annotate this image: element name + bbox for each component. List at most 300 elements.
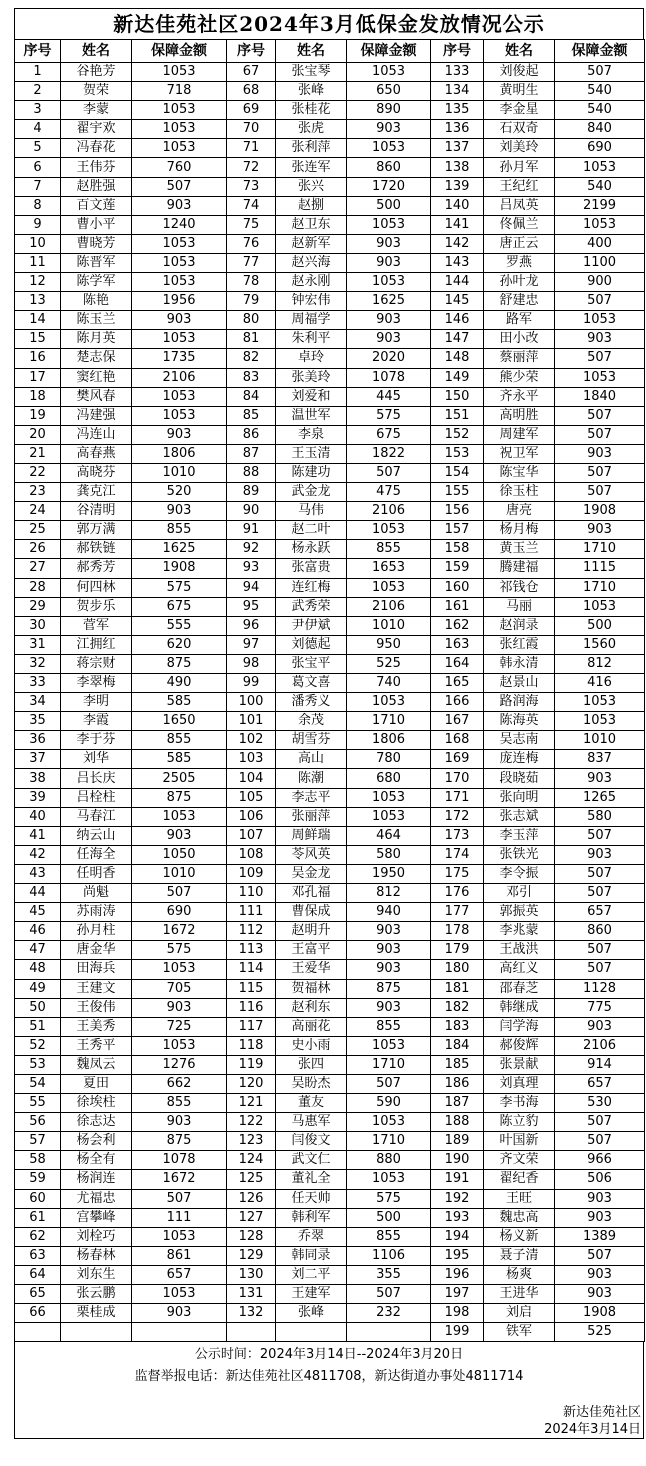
name-cell: 冯建强 (61, 406, 132, 425)
name-cell: 王美秀 (61, 1017, 132, 1036)
table-row (15, 788, 645, 807)
index-cell: 118 (227, 1036, 276, 1055)
amount-cell: 1106 (347, 1246, 431, 1265)
amount-cell: 2505 (132, 769, 227, 788)
index-cell (15, 1323, 61, 1342)
amount-cell: 860 (555, 922, 645, 941)
index-cell: 80 (227, 311, 276, 330)
index-cell: 98 (227, 654, 276, 673)
name-cell: 韩利军 (276, 1208, 347, 1227)
amount-cell: 1078 (347, 368, 431, 387)
name-cell: 张利萍 (276, 139, 347, 158)
index-cell: 32 (15, 654, 61, 673)
amount-cell: 507 (132, 884, 227, 903)
amount-cell: 875 (132, 788, 227, 807)
index-cell: 101 (227, 712, 276, 731)
name-cell: 卓玲 (276, 349, 347, 368)
table-row (15, 1017, 645, 1036)
index-cell: 33 (15, 674, 61, 693)
index-cell: 93 (227, 559, 276, 578)
index-cell: 41 (15, 826, 61, 845)
amount-cell: 1625 (347, 292, 431, 311)
index-cell: 22 (15, 463, 61, 482)
index-cell: 34 (15, 693, 61, 712)
index-cell: 72 (227, 158, 276, 177)
index-cell: 69 (227, 101, 276, 120)
name-cell: 樊风春 (61, 387, 132, 406)
amount-cell: 1053 (132, 960, 227, 979)
name-cell: 王旺 (484, 1189, 555, 1208)
table-row (15, 979, 645, 998)
name-cell: 任明香 (61, 864, 132, 883)
index-cell: 192 (431, 1189, 484, 1208)
table-row (15, 253, 645, 272)
index-cell: 89 (227, 483, 276, 502)
col-header-amount: 保障金额 (555, 40, 645, 63)
name-cell: 张宝平 (276, 654, 347, 673)
amount-cell: 507 (555, 1132, 645, 1151)
name-cell: 高山 (276, 750, 347, 769)
name-cell: 赵新军 (276, 234, 347, 253)
amount-cell: 855 (132, 731, 227, 750)
index-cell: 26 (15, 540, 61, 559)
amount-cell: 900 (555, 273, 645, 292)
amount-cell: 903 (132, 425, 227, 444)
index-cell: 132 (227, 1304, 276, 1323)
index-cell: 107 (227, 826, 276, 845)
name-cell: 任天帅 (276, 1189, 347, 1208)
name-cell: 尤福忠 (61, 1189, 132, 1208)
amount-cell: 740 (347, 674, 431, 693)
index-cell: 36 (15, 731, 61, 750)
name-cell: 窦红艳 (61, 368, 132, 387)
table-row (15, 1055, 645, 1074)
amount-cell: 1908 (132, 559, 227, 578)
amount-cell: 775 (555, 998, 645, 1017)
name-cell: 王纪红 (484, 177, 555, 196)
amount-cell: 903 (555, 1208, 645, 1227)
amount-cell: 1806 (347, 731, 431, 750)
name-cell: 谷清明 (61, 502, 132, 521)
amount-cell: 903 (555, 769, 645, 788)
name-cell: 高春燕 (61, 444, 132, 463)
name-cell: 贺福林 (276, 979, 347, 998)
name-cell: 张峰 (276, 1304, 347, 1323)
col-header-name: 姓名 (484, 40, 555, 63)
name-cell: 赵二叶 (276, 521, 347, 540)
index-cell: 52 (15, 1036, 61, 1055)
name-cell: 刘华 (61, 750, 132, 769)
table-row (15, 769, 645, 788)
name-cell: 杨永跃 (276, 540, 347, 559)
name-cell: 陈艳 (61, 292, 132, 311)
name-cell: 李兆蒙 (484, 922, 555, 941)
amount-cell: 662 (132, 1074, 227, 1093)
index-cell: 58 (15, 1151, 61, 1170)
table-row (15, 616, 645, 635)
index-cell: 153 (431, 444, 484, 463)
name-cell: 王建文 (61, 979, 132, 998)
name-cell: 高明胜 (484, 406, 555, 425)
amount-cell: 903 (347, 311, 431, 330)
amount-cell: 812 (555, 654, 645, 673)
index-cell: 16 (15, 349, 61, 368)
amount-cell: 1053 (347, 1113, 431, 1132)
name-cell: 郝俊辉 (484, 1036, 555, 1055)
name-cell: 武金龙 (276, 483, 347, 502)
index-cell: 45 (15, 903, 61, 922)
table-row (15, 63, 645, 82)
table-row (15, 922, 645, 941)
amount-cell: 506 (555, 1170, 645, 1189)
name-cell: 杨会利 (61, 1132, 132, 1151)
amount-cell: 1053 (347, 521, 431, 540)
name-cell (61, 1323, 132, 1342)
table-row (15, 1170, 645, 1189)
name-cell: 贺荣 (61, 82, 132, 101)
index-cell: 62 (15, 1227, 61, 1246)
index-cell: 193 (431, 1208, 484, 1227)
table-row (15, 903, 645, 922)
amount-cell: 1720 (347, 177, 431, 196)
name-cell: 宫攀峰 (61, 1208, 132, 1227)
amount-cell: 903 (347, 998, 431, 1017)
index-cell: 71 (227, 139, 276, 158)
index-cell: 140 (431, 196, 484, 215)
col-header-name: 姓名 (276, 40, 347, 63)
amount-cell: 1053 (347, 1170, 431, 1189)
name-cell: 张峰 (276, 82, 347, 101)
amount-cell: 890 (347, 101, 431, 120)
index-cell: 169 (431, 750, 484, 769)
table-row (15, 1265, 645, 1284)
amount-cell: 1053 (555, 158, 645, 177)
table-row (15, 635, 645, 654)
index-cell: 20 (15, 425, 61, 444)
name-cell: 韩同录 (276, 1246, 347, 1265)
table-row (15, 1074, 645, 1093)
name-cell: 曹保成 (276, 903, 347, 922)
amount-cell: 1053 (347, 788, 431, 807)
name-cell: 刘真理 (484, 1074, 555, 1093)
amount-cell: 500 (347, 1208, 431, 1227)
amount-cell: 1806 (132, 444, 227, 463)
index-cell: 68 (227, 82, 276, 101)
name-cell: 武文仁 (276, 1151, 347, 1170)
table-row (15, 406, 645, 425)
amount-cell: 1710 (555, 578, 645, 597)
name-cell: 张美玲 (276, 368, 347, 387)
index-cell: 188 (431, 1113, 484, 1132)
name-cell: 陈玉兰 (61, 311, 132, 330)
table-row (15, 750, 645, 769)
amount-cell: 1710 (347, 712, 431, 731)
index-cell: 174 (431, 845, 484, 864)
name-cell: 马伟 (276, 502, 347, 521)
name-cell: 邓孔福 (276, 884, 347, 903)
amount-cell: 2106 (555, 1036, 645, 1055)
name-cell: 郭万满 (61, 521, 132, 540)
table-row (15, 101, 645, 120)
index-cell: 182 (431, 998, 484, 1017)
index-cell: 158 (431, 540, 484, 559)
table-row (15, 1285, 645, 1304)
index-cell: 47 (15, 941, 61, 960)
amount-cell: 1710 (347, 1055, 431, 1074)
amount-cell: 1010 (132, 864, 227, 883)
col-header-index: 序号 (227, 40, 276, 63)
name-cell: 龚克江 (61, 483, 132, 502)
name-cell: 杨润连 (61, 1170, 132, 1189)
index-cell: 123 (227, 1132, 276, 1151)
name-cell: 齐永平 (484, 387, 555, 406)
table-row (15, 139, 645, 158)
amount-cell: 1822 (347, 444, 431, 463)
amount-cell: 1053 (132, 807, 227, 826)
amount-cell: 1053 (347, 215, 431, 234)
name-cell: 杨全有 (61, 1151, 132, 1170)
name-cell: 腾建福 (484, 559, 555, 578)
table-row (15, 1323, 645, 1342)
amount-cell (132, 1323, 227, 1342)
amount-cell: 540 (555, 177, 645, 196)
index-cell: 24 (15, 502, 61, 521)
table-row (15, 864, 645, 883)
index-cell: 141 (431, 215, 484, 234)
index-cell: 48 (15, 960, 61, 979)
table-row (15, 1132, 645, 1151)
index-cell: 155 (431, 483, 484, 502)
amount-cell: 507 (555, 960, 645, 979)
name-cell: 栗桂成 (61, 1304, 132, 1323)
notice-sheet (14, 8, 644, 1439)
amount-cell: 580 (347, 845, 431, 864)
name-cell: 路润海 (484, 693, 555, 712)
index-cell: 11 (15, 253, 61, 272)
index-cell: 136 (431, 120, 484, 139)
amount-cell: 1053 (132, 63, 227, 82)
amount-cell: 875 (132, 654, 227, 673)
table-row (15, 712, 645, 731)
name-cell: 马惠军 (276, 1113, 347, 1132)
amount-cell: 1053 (132, 1227, 227, 1246)
name-cell: 王秀平 (61, 1036, 132, 1055)
amount-cell: 507 (555, 463, 645, 482)
index-cell: 178 (431, 922, 484, 941)
name-cell (276, 1323, 347, 1342)
index-cell: 184 (431, 1036, 484, 1055)
index-cell: 129 (227, 1246, 276, 1265)
amount-cell: 875 (132, 1132, 227, 1151)
col-header-index: 序号 (431, 40, 484, 63)
amount-cell: 1078 (132, 1151, 227, 1170)
name-cell: 孙叶龙 (484, 273, 555, 292)
name-cell: 吴金龙 (276, 864, 347, 883)
amount-cell: 507 (555, 349, 645, 368)
index-cell: 189 (431, 1132, 484, 1151)
index-cell: 135 (431, 101, 484, 120)
amount-cell: 1053 (347, 1036, 431, 1055)
table-row (15, 826, 645, 845)
amount-cell: 507 (555, 864, 645, 883)
amount-cell: 540 (555, 101, 645, 120)
amount-cell: 855 (347, 540, 431, 559)
amount-cell: 903 (555, 1189, 645, 1208)
name-cell: 段晓茹 (484, 769, 555, 788)
amount-cell: 855 (347, 1227, 431, 1246)
name-cell: 刘东生 (61, 1265, 132, 1284)
name-cell: 高晓芬 (61, 463, 132, 482)
name-cell: 纳云山 (61, 826, 132, 845)
name-cell: 祝卫军 (484, 444, 555, 463)
amount-cell: 1053 (132, 406, 227, 425)
amount-cell: 445 (347, 387, 431, 406)
signer: 新达佳苑社区 (562, 1405, 641, 1421)
index-cell: 106 (227, 807, 276, 826)
amount-cell: 1053 (347, 807, 431, 826)
amount-cell: 1240 (132, 215, 227, 234)
name-cell: 孙月柱 (61, 922, 132, 941)
index-cell: 12 (15, 273, 61, 292)
name-cell: 赵捌 (276, 196, 347, 215)
amount-cell: 760 (132, 158, 227, 177)
amount-cell: 507 (132, 177, 227, 196)
amount-cell: 675 (347, 425, 431, 444)
amount-cell: 1053 (132, 139, 227, 158)
index-cell: 180 (431, 960, 484, 979)
name-cell: 王爱华 (276, 960, 347, 979)
amount-cell: 903 (347, 234, 431, 253)
amount-cell: 903 (347, 922, 431, 941)
index-cell: 119 (227, 1055, 276, 1074)
amount-cell: 1010 (132, 463, 227, 482)
index-cell: 42 (15, 845, 61, 864)
index-cell: 70 (227, 120, 276, 139)
table-row (15, 425, 645, 444)
index-cell: 198 (431, 1304, 484, 1323)
amount-cell: 580 (555, 807, 645, 826)
amount-cell: 416 (555, 674, 645, 693)
index-cell: 57 (15, 1132, 61, 1151)
amount-cell: 507 (555, 884, 645, 903)
index-cell: 160 (431, 578, 484, 597)
name-cell: 陈潮 (276, 769, 347, 788)
index-cell: 86 (227, 425, 276, 444)
amount-cell: 1560 (555, 635, 645, 654)
name-cell: 楚志保 (61, 349, 132, 368)
amount-cell: 1950 (347, 864, 431, 883)
amount-cell: 2106 (347, 597, 431, 616)
amount-cell: 1710 (347, 1132, 431, 1151)
index-cell: 91 (227, 521, 276, 540)
index-cell: 88 (227, 463, 276, 482)
index-cell: 61 (15, 1208, 61, 1227)
index-cell: 19 (15, 406, 61, 425)
index-cell: 138 (431, 158, 484, 177)
amount-cell: 903 (347, 253, 431, 272)
index-cell: 116 (227, 998, 276, 1017)
name-cell: 史小雨 (276, 1036, 347, 1055)
amount-cell: 520 (132, 483, 227, 502)
name-cell: 邓引 (484, 884, 555, 903)
name-cell: 何四林 (61, 578, 132, 597)
amount-cell: 2106 (347, 502, 431, 521)
name-cell: 尚魁 (61, 884, 132, 903)
name-cell: 张兴 (276, 177, 347, 196)
name-cell: 周建军 (484, 425, 555, 444)
name-cell: 尹伊斌 (276, 616, 347, 635)
amount-cell: 1650 (132, 712, 227, 731)
name-cell: 曹小平 (61, 215, 132, 234)
amount-cell: 903 (132, 1304, 227, 1323)
index-cell: 60 (15, 1189, 61, 1208)
index-cell: 179 (431, 941, 484, 960)
name-cell: 陈月英 (61, 330, 132, 349)
amount-cell: 903 (555, 330, 645, 349)
index-cell: 39 (15, 788, 61, 807)
name-cell: 王俊伟 (61, 998, 132, 1017)
table-row (15, 941, 645, 960)
table-body (15, 63, 645, 1342)
index-cell: 128 (227, 1227, 276, 1246)
table-row (15, 674, 645, 693)
index-cell: 162 (431, 616, 484, 635)
index-cell: 139 (431, 177, 484, 196)
index-cell: 146 (431, 311, 484, 330)
amount-cell: 355 (347, 1265, 431, 1284)
index-cell: 154 (431, 463, 484, 482)
name-cell: 吕栓柱 (61, 788, 132, 807)
amount-cell: 903 (555, 1265, 645, 1284)
name-cell: 董礼全 (276, 1170, 347, 1189)
amount-cell: 1908 (555, 502, 645, 521)
name-cell: 张景献 (484, 1055, 555, 1074)
name-cell: 铁军 (484, 1323, 555, 1342)
amount-cell: 530 (555, 1094, 645, 1113)
name-cell: 马丽 (484, 597, 555, 616)
index-cell: 54 (15, 1074, 61, 1093)
amount-cell: 540 (555, 82, 645, 101)
index-cell: 56 (15, 1113, 61, 1132)
index-cell: 113 (227, 941, 276, 960)
name-cell: 李金星 (484, 101, 555, 120)
index-cell: 176 (431, 884, 484, 903)
index-cell: 104 (227, 769, 276, 788)
table-row (15, 292, 645, 311)
index-cell: 175 (431, 864, 484, 883)
name-cell: 曹晓芳 (61, 234, 132, 253)
index-cell: 14 (15, 311, 61, 330)
name-cell: 李于芬 (61, 731, 132, 750)
amount-cell: 657 (555, 1074, 645, 1093)
amount-cell: 903 (347, 120, 431, 139)
name-cell: 余茂 (276, 712, 347, 731)
name-cell: 菅军 (61, 616, 132, 635)
table-row (15, 349, 645, 368)
amount-cell: 464 (347, 826, 431, 845)
index-cell: 194 (431, 1227, 484, 1246)
name-cell: 田小改 (484, 330, 555, 349)
index-cell: 13 (15, 292, 61, 311)
name-cell: 吴盼杰 (276, 1074, 347, 1093)
index-cell: 125 (227, 1170, 276, 1189)
table-row (15, 578, 645, 597)
index-cell: 110 (227, 884, 276, 903)
table-row (15, 1151, 645, 1170)
index-cell: 111 (227, 903, 276, 922)
amount-cell: 903 (132, 196, 227, 215)
amount-cell: 1053 (555, 712, 645, 731)
